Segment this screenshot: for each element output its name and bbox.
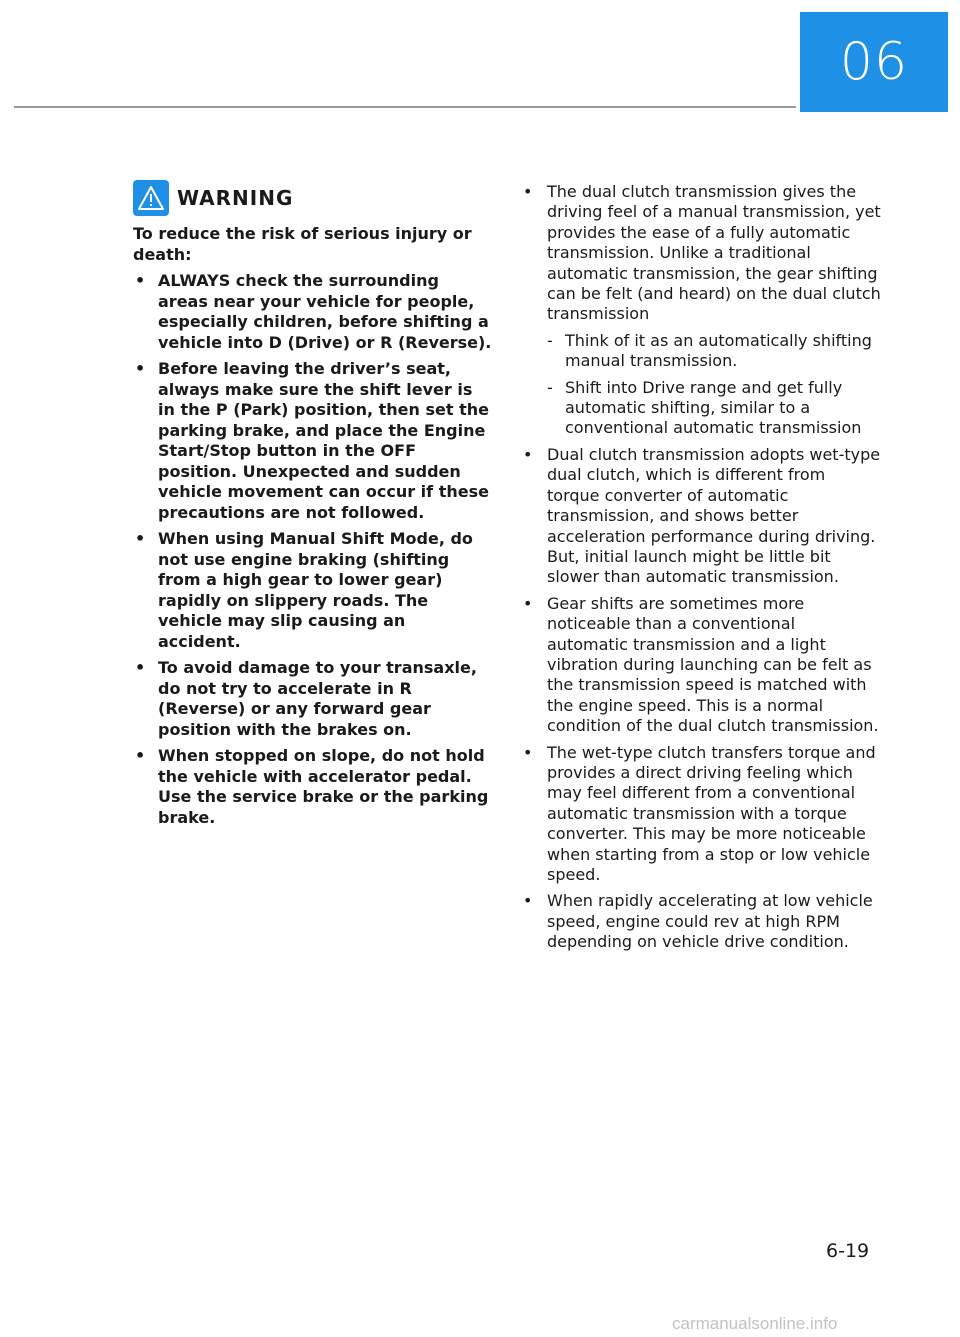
note-item	[521, 182, 881, 439]
warning-item-text: To avoid damage to your transaxle, do not try to accelerate in R (Reverse) or any forward gear position with the brakes on.	[158, 658, 477, 739]
bullet-icon: •	[135, 271, 146, 290]
note-item-text: The wet-type clutch transfers torque and provides a direct driving feeling which may feel different from a conventional automatic transmission with a torque converter. This may be more noticeable when starting from a stop or low vehicle speed.	[547, 742, 876, 884]
warning-item-text: When using Manual Shift Mode, do not use engine braking (shifting from a high gear to lower gear) rapidly on slippery roads. The vehicle may slip causing an accident.	[158, 529, 473, 651]
bullet-icon: •	[523, 593, 533, 613]
note-subitem	[547, 378, 881, 439]
warning-item	[133, 529, 493, 652]
warning-item	[133, 746, 493, 828]
bullet-icon: •	[135, 746, 146, 765]
note-item-text: Gear shifts are sometimes more noticeable than a conventional automatic transmission and a light vibration during launching can be felt as the transmission speed is matched with the engine speed. This is a normal condition of the dual clutch transmission.	[547, 593, 879, 736]
warning-box	[133, 180, 493, 834]
note-item-text: The dual clutch transmission gives the driving feel of a manual transmission, yet provides the ease of a fully automatic transmission. Unlike a traditional automatic transmission, the gear shifting can be felt (and heard) on the dual clutch transmission	[547, 182, 881, 324]
chapter-tab: 06	[800, 12, 948, 112]
warning-triangle-icon	[133, 180, 169, 216]
dash-icon: -	[547, 377, 553, 397]
transmission-notes	[521, 182, 881, 959]
note-subitem-text: Think of it as an automatically shifting manual transmission.	[565, 330, 872, 371]
warning-intro: To reduce the risk of serious injury or death:	[133, 224, 472, 264]
note-item-text: Dual clutch transmission adopts wet-type dual clutch, which is different from torque converter of automatic transmission, and shows better acceleration performance during driving. But, initial launch might be little bit slower than automatic transmission.	[547, 444, 881, 587]
bullet-icon: •	[135, 359, 146, 378]
warning-item-text: When stopped on slope, do not hold the vehicle with accelerator pedal. Use the service brake or the parking brake.	[158, 746, 489, 827]
note-item-text: When rapidly accelerating at low vehicle speed, engine could rev at high RPM depending on vehicle drive condition.	[547, 891, 873, 952]
note-item	[521, 445, 881, 588]
warning-item-text: Before leaving the driver’s seat, always make sure the shift lever is in the P (Park) position, then set the parking brake, and place the Engine Start/Stop button in the OFF position. Unexpected and sudden vehicle movement can occur if these precautions are not followed.	[158, 359, 489, 522]
warning-title: WARNING	[177, 186, 294, 210]
note-subitem-text: Shift into Drive range and get fully automatic shifting, similar to a conventional automatic transmission	[565, 377, 862, 438]
bullet-icon: •	[523, 742, 533, 762]
note-item	[521, 743, 881, 886]
warning-item	[133, 658, 493, 740]
warning-header	[133, 180, 493, 216]
note-item	[521, 891, 881, 952]
header-rule	[14, 106, 796, 108]
watermark: carmanualsonline.info	[672, 1314, 838, 1333]
bullet-icon: •	[523, 182, 533, 201]
note-sublist	[547, 331, 881, 439]
bullet-icon: •	[523, 444, 533, 464]
bullet-icon: •	[135, 529, 146, 548]
dash-icon: -	[547, 330, 553, 350]
warning-item-text: ALWAYS check the surrounding areas near your vehicle for people, especially children, before shifting a vehicle into D (Drive) or R (Reverse).	[158, 271, 492, 352]
notes-list	[521, 182, 881, 953]
warning-item	[133, 271, 493, 353]
note-subitem	[547, 331, 881, 372]
page-number: 6-19	[826, 1240, 870, 1262]
warning-item	[133, 359, 493, 523]
warning-list	[133, 271, 493, 828]
bullet-icon: •	[523, 891, 533, 911]
note-item	[521, 594, 881, 737]
bullet-icon: •	[135, 658, 146, 677]
